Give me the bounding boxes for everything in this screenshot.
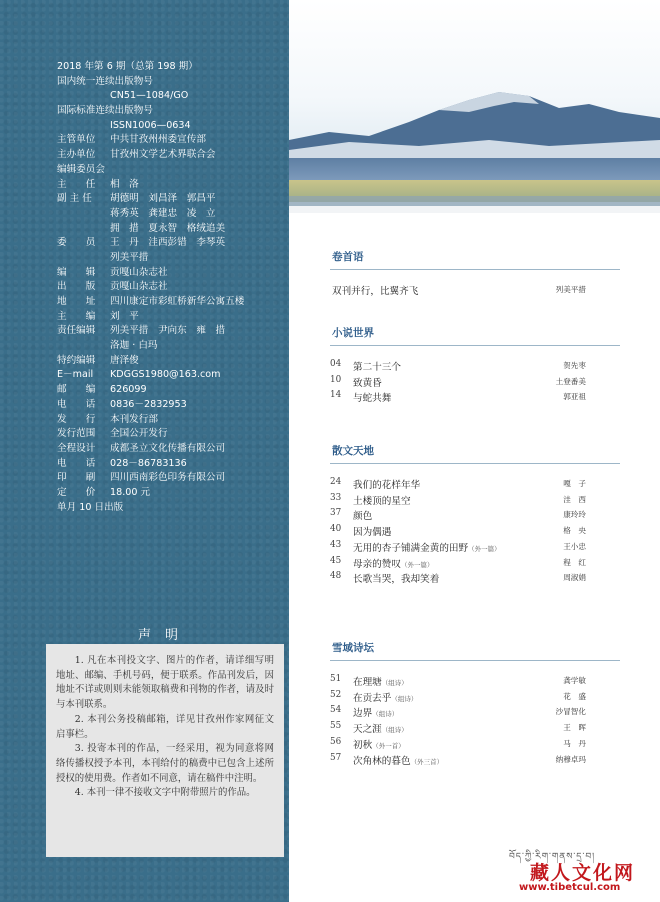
toc-title (353, 674, 408, 688)
info-row (57, 133, 283, 148)
info-label: 副 主 任 (57, 193, 92, 205)
info-row (57, 324, 283, 339)
toc-title (353, 690, 417, 704)
toc-author: 嘎 子 (563, 479, 586, 488)
toc-title-text: 在贡去乎 (353, 692, 392, 704)
info-label: 特约编辑 (57, 354, 96, 366)
toc-entry[interactable] (330, 705, 586, 719)
toc-title-note: （组诗） (381, 679, 408, 687)
toc-author: 程 红 (563, 557, 586, 567)
info-row (57, 178, 283, 193)
toc-entry[interactable] (330, 674, 586, 688)
toc-page-number: 48 (330, 571, 342, 582)
info-row (57, 266, 283, 281)
statement-paragraph: 3. 投寄本刊的作品，一经采用，视为同意将网络传播权授予本刊，本刊给付的稿费中已包含上述所授权的使用费。作者如不同意，请在稿件中注明。 (56, 743, 274, 784)
info-label: 地 址 (57, 296, 96, 307)
landscape-photo (289, 0, 660, 213)
toc-entry[interactable] (330, 390, 586, 404)
toc-title-text: 次角林的暮色 (353, 755, 411, 767)
toc-title (353, 359, 401, 373)
section-title: 散文天地 (332, 445, 374, 457)
toc-title (353, 721, 408, 735)
toc-title-text: 长歌当哭，我却笑着 (353, 574, 440, 586)
info-row (57, 471, 283, 486)
info-row (57, 457, 283, 472)
toc-title-note: （外一首） (372, 741, 405, 750)
toc-author: 洼 西 (563, 494, 586, 504)
info-value: 四川康定市彩虹桥新华公寓五楼 (110, 296, 245, 307)
toc-author: 龚学敏 (563, 676, 586, 685)
info-value: 甘孜州文学艺术界联合会 (110, 149, 216, 161)
section-title: 小说世界 (332, 327, 374, 339)
info-value: 胡德明 刘昌泽 郭昌平 (110, 193, 216, 205)
info-row (57, 310, 283, 325)
info-value: 全国公开发行 (110, 428, 168, 440)
info-label: 主管单位 (57, 134, 96, 146)
toc-author: 王 晖 (563, 723, 586, 733)
toc-page-number: 10 (330, 374, 342, 385)
statement-paragraph: 4. 本刊一律不接收文字中附带照片的作品。 (74, 787, 256, 799)
info-row (57, 207, 283, 222)
toc-author: 周淑娟 (563, 573, 586, 583)
section-divider (330, 463, 620, 464)
toc-title-text: 致黄昏 (353, 377, 382, 389)
info-row (57, 75, 283, 90)
toc-author: 马 丹 (563, 738, 586, 748)
toc-title (353, 493, 411, 507)
toc-title-text: 边界 (353, 708, 373, 720)
toc-author: 郭亚祖 (563, 392, 586, 402)
toc-title (353, 508, 372, 522)
info-row (57, 236, 283, 251)
info-label: E－mail (57, 369, 94, 381)
toc-entry[interactable] (330, 375, 586, 389)
info-text: 单月 10 日出版 (57, 501, 124, 513)
statement-paragraph: 2. 本刊公务投稿邮箱，详见甘孜州作家网征文启事栏。 (56, 713, 274, 740)
statement-paragraph: 1. 凡在本刊投文字、图片的作者，请详细写明地址、邮编、手机号码，便于联系。作品刊发后，因地址不详或则则未能领取稿费和刊物的作者，请及时与本刊联系。 (56, 655, 274, 711)
toc-page-number: 14 (330, 390, 342, 401)
toc-page-number: 51 (330, 674, 342, 684)
publication-info (57, 60, 283, 515)
toc-title-text: 土楼顶的星空 (353, 495, 411, 507)
toc-title-note: （组诗） (372, 710, 399, 719)
toc-entry[interactable] (330, 690, 586, 704)
toc-title-text: 第二十三个 (353, 362, 401, 373)
toc-entry[interactable] (330, 753, 586, 767)
info-label: 委 员 (57, 237, 96, 249)
info-row (57, 222, 283, 237)
section-title: 雪域诗坛 (332, 642, 374, 654)
info-row (57, 251, 283, 266)
toc-page-number: 33 (330, 492, 342, 503)
info-label: 定 价 (57, 486, 96, 498)
info-value: 成都圣立文化传播有限公司 (110, 442, 226, 454)
toc-page-number: 54 (330, 705, 342, 716)
toc-page-number: 57 (330, 752, 342, 763)
toc-title (332, 283, 418, 297)
toc-title (353, 556, 433, 570)
info-label: 主办单位 (57, 149, 96, 161)
toc-page-number: 43 (330, 539, 342, 550)
info-row (57, 354, 283, 369)
toc-title-text: 天之涯 (353, 724, 382, 736)
toc-entry[interactable] (330, 508, 586, 522)
toc-title-note: （组诗） (391, 694, 418, 703)
toc-title-note: （外一篇） (400, 560, 434, 569)
info-value: 唐泽俊 (110, 354, 139, 366)
info-row (57, 501, 283, 516)
info-text: 2018 年第 6 期（总第 198 期） (57, 61, 198, 72)
info-row (57, 486, 283, 501)
toc-title (353, 753, 443, 767)
toc-title (353, 375, 382, 389)
toc-entry[interactable] (330, 524, 586, 538)
toc-page-number: 45 (330, 555, 342, 566)
info-row (57, 398, 283, 413)
toc-title-text: 我们的花样年华 (353, 480, 421, 491)
toc-entry[interactable] (330, 721, 586, 735)
toc-title-text: 双刊并行，比翼齐飞 (332, 286, 419, 297)
toc-title-text: 无用的杏子铺满金黄的田野 (353, 542, 469, 554)
toc-entry[interactable] (330, 737, 586, 751)
info-label: 邮 编 (57, 384, 96, 396)
section-title: 卷首语 (332, 251, 364, 263)
info-value: 王 丹 洼西彭错 李琴英 (110, 237, 226, 249)
info-row (57, 295, 283, 310)
info-value: 本刊发行部 (110, 413, 158, 425)
info-value: CN51—1084/GO (110, 90, 189, 102)
toc-author: 沙冒智化 (555, 707, 586, 717)
info-label: 电 话 (57, 457, 96, 469)
info-row (57, 163, 283, 178)
toc-entry[interactable] (330, 359, 586, 373)
info-value: ISSN1006—0634 (110, 119, 191, 131)
info-value: 贡嘎山杂志社 (110, 266, 168, 278)
info-value: 列美平措 尹向东 雍 措 (110, 325, 226, 337)
info-label: 电 话 (57, 398, 96, 410)
info-row (57, 280, 283, 295)
info-row (57, 119, 283, 134)
toc-author: 康玲玲 (563, 510, 586, 520)
toc-page-number: 24 (330, 477, 342, 487)
info-label: 责任编辑 (57, 325, 96, 337)
toc-title-text: 因为偶遇 (353, 527, 392, 539)
toc-page-number: 56 (330, 736, 342, 747)
info-value: 相 洛 (110, 178, 139, 190)
info-value: 中共甘孜州州委宣传部 (110, 134, 206, 146)
info-label: 发 行 (57, 413, 96, 425)
toc-author: 纳穆卓玛 (555, 754, 586, 764)
statement-title: 声明 (137, 628, 192, 643)
toc-title (353, 390, 391, 404)
toc-entry[interactable] (330, 477, 586, 491)
toc-title (353, 705, 398, 719)
toc-page-number: 52 (330, 689, 342, 700)
info-value: 18.00 元 (110, 486, 151, 498)
toc-entry[interactable] (330, 556, 586, 570)
watermark-url: www.tibetcul.com (519, 882, 621, 893)
toc-author: 花 盛 (563, 691, 586, 701)
info-label: 主 编 (57, 310, 96, 322)
info-value: 贡嘎山杂志社 (110, 281, 168, 293)
toc-entry[interactable] (330, 571, 586, 585)
info-text: 编辑委员会 (57, 163, 105, 175)
info-row (57, 413, 283, 428)
info-value: 蒋秀英 龚建忠 凌 立 (110, 207, 216, 219)
toc-author: 列美平措 (555, 285, 586, 294)
toc-title-text: 初秋 (353, 739, 373, 751)
section-divider (330, 345, 620, 346)
info-label: 主 任 (57, 178, 96, 190)
toc-page-number: 04 (330, 359, 342, 369)
toc-title-text: 在理塘 (353, 677, 382, 688)
info-row (57, 442, 283, 457)
toc-title-text: 颜色 (353, 511, 373, 523)
info-label: 编 辑 (57, 266, 96, 278)
watermark-logo: 藏人文化网 (530, 862, 636, 884)
toc-title-note: （组诗） (381, 726, 408, 735)
info-value: 洛迦 · 白玛 (110, 340, 158, 352)
section-divider (330, 269, 620, 270)
toc-title-text: 与蛇共舞 (353, 393, 392, 405)
info-value: 0836－2832953 (110, 398, 187, 410)
info-row (57, 383, 283, 398)
toc-title (353, 737, 405, 751)
toc-author: 格 央 (563, 526, 586, 536)
info-row (57, 368, 283, 383)
info-row (57, 60, 283, 75)
info-value: 刘 平 (110, 310, 139, 322)
info-value: 四川西南彩色印务有限公司 (110, 472, 226, 484)
info-row (57, 148, 283, 163)
info-value: 拥 措 夏永智 格绒追美 (110, 222, 226, 234)
info-row (57, 104, 283, 119)
toc-title (353, 540, 501, 554)
info-value: 626099 (110, 384, 147, 396)
info-label: 发行范围 (57, 428, 96, 440)
info-label: 印 刷 (57, 472, 96, 484)
toc-page-number: 40 (330, 524, 342, 535)
watermark-tibetan: བོད་ཀྱི་རིག་གནས་དྲ་བ། (509, 852, 596, 862)
section-divider (330, 660, 620, 661)
toc-title-note: （外一篇） (468, 544, 501, 553)
info-value: 列美平措 (110, 251, 149, 263)
toc-title-note: （外三首） (410, 757, 444, 766)
toc-entry[interactable] (330, 540, 586, 554)
toc-page-number: 37 (330, 508, 342, 519)
statement-box (46, 644, 284, 857)
toc-title (353, 477, 420, 491)
toc-author: 贺先枣 (563, 361, 586, 370)
info-label: 全程设计 (57, 442, 96, 454)
toc-author: 王小忠 (563, 541, 586, 551)
toc-title (353, 571, 439, 585)
toc-entry[interactable] (330, 283, 586, 297)
info-value: KDGGS1980@163.com (110, 369, 221, 381)
info-text: 国际标准连续出版物号 (57, 105, 153, 117)
info-row (57, 339, 283, 354)
toc-entry[interactable] (330, 493, 586, 507)
info-value: 028－86783136 (110, 457, 187, 469)
toc-title-text: 母亲的赞叹 (353, 558, 401, 570)
info-row (57, 192, 283, 207)
toc-title (353, 524, 391, 538)
info-text: 国内统一连续出版物号 (57, 75, 153, 87)
info-row (57, 427, 283, 442)
toc-author: 土登番美 (555, 376, 586, 386)
toc-page-number: 55 (330, 721, 342, 732)
info-row (57, 89, 283, 104)
info-label: 出 版 (57, 281, 96, 293)
